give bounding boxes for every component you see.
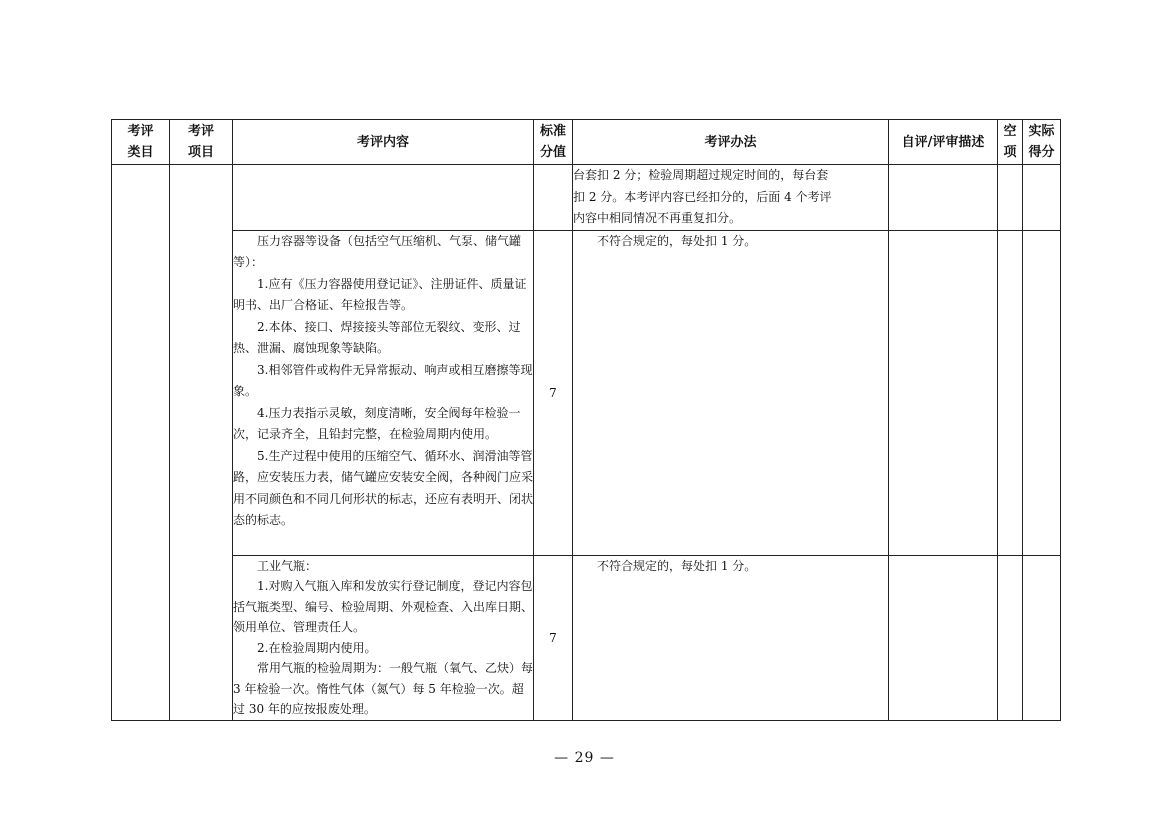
content-cell <box>233 165 534 231</box>
method-cell <box>573 165 889 231</box>
content-paragraph: 工业气瓶： <box>257 558 318 573</box>
content-paragraph: 1.应有《压力容器使用登记证》、注册证件、质量证明书、出厂合格证、年检报告等。 <box>233 276 527 312</box>
content-paragraph: 1.对购入气瓶入库和发放实行登记制度，登记内容包括气瓶类型、编号、检验周期、外观检查、入出库日期、领用单位、管理责任人。 <box>233 579 534 634</box>
self-eval-cell <box>889 555 998 720</box>
header-standard-score: 标准 分值 <box>534 120 573 165</box>
header-category: 考评 类目 <box>112 120 170 165</box>
score-cell: 7 <box>534 555 573 720</box>
content-paragraph: 常用气瓶的检验周期为：一般气瓶（氧气、乙炔）每 3 年检验一次。惰性气体（氮气）每 5 年检验一次。超过 30 年的应按报废处理。 <box>233 661 534 716</box>
method-line: 台套扣 2 分；检验周期超过规定时间的，每台套 <box>573 168 829 182</box>
score-cell <box>534 165 573 231</box>
content-paragraph: 4.压力表指示灵敏，刻度清晰，安全阀每年检验一次，记录齐全，且铅封完整，在检验周期内使用。 <box>233 405 521 441</box>
header-actual-score: 实际 得分 <box>1023 120 1061 165</box>
content-paragraph: 2.本体、接口、焊接接头等部位无裂纹、变形、过热、泄漏、腐蚀现象等缺陷。 <box>233 319 521 355</box>
content-paragraph: 压力容器等设备（包括空气压缩机、气泵、储气罐等）： <box>233 233 522 269</box>
empty-item-cell <box>998 230 1023 555</box>
header-empty-item: 空 项 <box>998 120 1023 165</box>
page-number: — 29 — <box>554 750 615 766</box>
evaluation-table <box>111 119 1061 721</box>
header-method: 考评办法 <box>573 120 889 165</box>
method-line: 不符合规定的，每处扣 1 分。 <box>597 233 757 248</box>
empty-item-cell <box>998 555 1023 720</box>
content-paragraph: 5.生产过程中使用的压缩空气、循环水、润滑油等管路，应安装压力表，储气罐应安装安全阀，各种阀门应采用不同颜色和不同几何形状的标志，还应有表明开、闭状态的标志。 <box>233 448 534 527</box>
method-cell <box>573 555 889 720</box>
self-eval-cell <box>889 165 998 231</box>
method-cell <box>573 230 889 555</box>
actual-score-cell <box>1023 165 1061 231</box>
category-cell <box>112 165 170 721</box>
method-line: 扣 2 分。本考评内容已经扣分的，后面 4 个考评 <box>573 189 832 204</box>
item-cell <box>170 165 233 721</box>
content-paragraph: 3.相邻管件或构件无异常振动、响声或相互磨擦等现象。 <box>233 362 533 398</box>
method-line: 不符合规定的，每处扣 1 分。 <box>597 558 757 573</box>
actual-score-cell <box>1023 555 1061 720</box>
content-paragraph: 2.在检验周期内使用。 <box>257 640 377 655</box>
empty-item-cell <box>998 165 1023 231</box>
actual-score-cell <box>1023 230 1061 555</box>
score-cell: 7 <box>534 230 573 555</box>
table-row <box>112 555 1061 720</box>
method-line: 内容中相同情况不再重复扣分。 <box>573 211 742 225</box>
header-content: 考评内容 <box>233 120 534 165</box>
self-eval-cell <box>889 230 998 555</box>
header-self-evaluation: 自评/评审描述 <box>889 120 998 165</box>
content-cell <box>233 230 534 555</box>
table-header-row <box>112 120 1061 165</box>
header-item: 考评 项目 <box>170 120 233 165</box>
table-row <box>112 165 1061 231</box>
content-cell <box>233 555 534 720</box>
table-row <box>112 230 1061 555</box>
